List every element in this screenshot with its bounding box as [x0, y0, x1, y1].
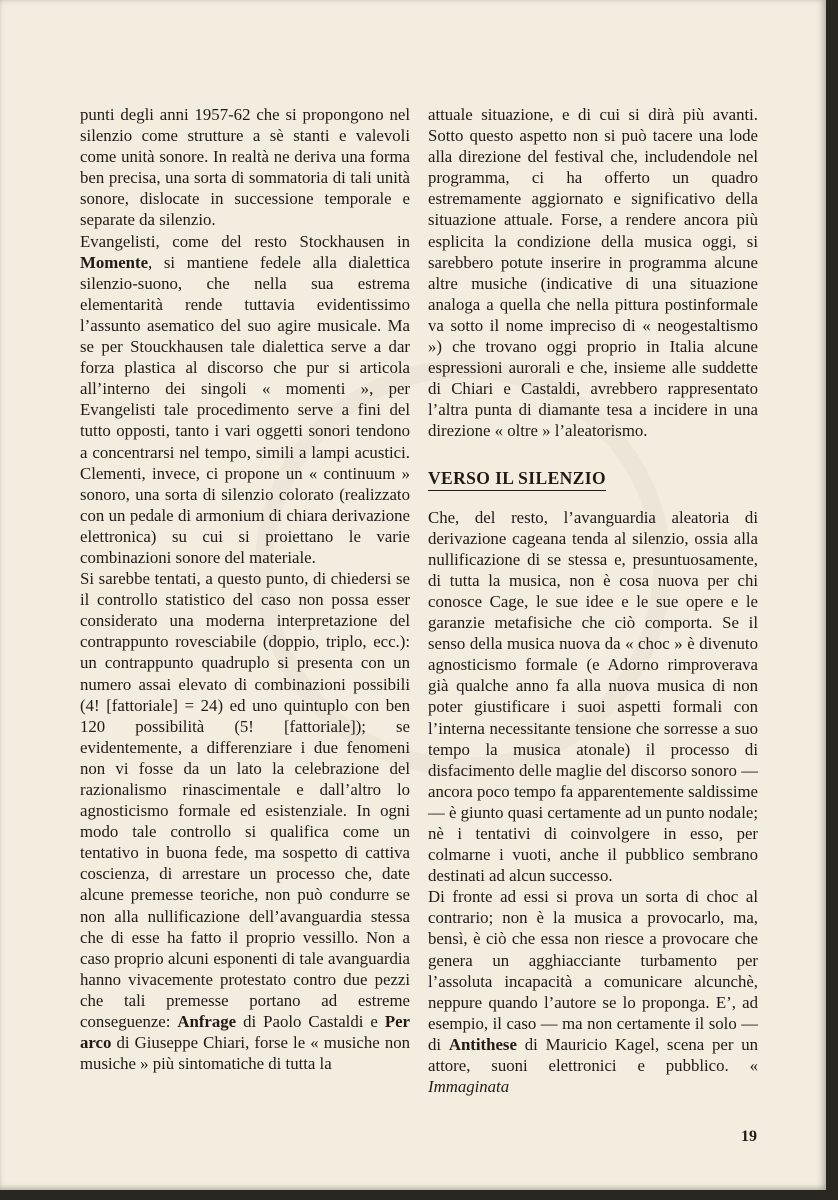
work-title: Per arco — [80, 1012, 410, 1053]
work-title: Momente — [80, 252, 149, 272]
paragraph: attuale situazione, e di cui si dirà più avanti. Sotto questo aspetto non si può tacere una lode alla direzione del festival che, includendole nel programma, ci ha offerto un quadro estremamente aggiornato e significativo della situazione attuale. Forse, a rendere ancora più esplicita la condizione della musica oggi, si sarebbero potute inserire in programma alcune altre musiche (indicative di una situazione analoga a quella che nella pittura postinformale va sotto il nome impreciso di « neogestaltismo ») che trovano oggi proprio in Italia alcune espressioni aurorali e che, insieme alle suddette di Chiari e Castaldi, avrebbero rappresentato l’altra punta di diamante tesa a incidere in una direzione « oltre » l’aleatorismo. — [428, 105, 758, 441]
text: di Mauricio Kagel, scena per un attore, suoni elettronici e pubblico. « — [428, 1034, 759, 1076]
page-number: 19 — [741, 1128, 757, 1145]
left-column — [80, 104, 410, 1074]
text: , si mantiene fedele alla dialettica silenzio-suono, che nella sua estrema elementarità rende tuttavia evidentissimo l’assunto asematico del suo agire musicale. Ma se per Stouckhausen tale dialettica serve a dar forza plastica al discorso che pur si articola all’interno dei singoli « momenti », per Evangelisti tale procedimento serve a fini del tutto opposti, tanto i vari oggetti sonori tendono a concentrarsi nel tempo, simili a lampi acustici. Clementi, invece, ci propone un « continuum » sonoro, una sorta di silenzio colorato (realizzato con un pedale di armonium di chiara derivazione elettronica) su cui si proiettano le varie combinazioni sonore del materiale. — [80, 252, 410, 567]
paragraph: Che, del resto, l’avanguardia aleatoria di derivazione cageana tenda al silenzio, ossia alla nullificazione di se stessa e, presuntuosamente, di tutta la musica, non è cosa nuova per chi conosce Cage, le sue idee e le sue opere e le garanzie metafisiche che ciò comporta. Se il senso della musica nuova da « choc » è divenuto agnosticismo formale (e Adorno rimproverava già qualche anno fa alla nuova musica di non poter giustificare i suoi aspetti formali con l’interna necessitante tensione che sorresse a suo tempo la musica atonale) il processo di disfacimento delle maglie del discorso sonoro — ancora poco tempo fa apparentemente saldissime — è giunto quasi certamente ad un punto nodale; nè i tentativi di coinvolgere in esso, per colmarne i vuoti, anche il pubblico sembrano destinati ad alcun successo. — [428, 507, 758, 886]
text: Si sarebbe tentati, a questo punto, di chiedersi se il controllo statistico del caso non possa esser considerato una moderna interpretazione del contrappunto rovesciabile (doppio, triplo, ecc.): un contrappunto quadruplo si presenta con un numero assai elevato di combinazioni possibili (4! [fattoriale] = 24) ed uno quintuplo con ben 120 possibilità (5! [fattoriale]); se evidentemente, a differenziare i due fenomeni non vi fosse da un lato la celebrazione del razionalismo rinascimentale e dall’altro lo agnosticismo formale ed esistenziale. In ogni modo tale controllo si qualifica come un tentativo in buona fede, ma sospetto di cattiva coscienza, di arrestare un processo che, date alcune premesse teoriche, non può condurre se non alla nullificazione dell’avanguardia stessa che di esse ha fatto il proprio vessillo. Non a caso proprio alcuni esponenti di tale avanguardia hanno vivacemente protestato contro due pezzi che tali premesse portano ad estreme conseguenze: — [80, 569, 410, 1032]
text: Evangelisti, come del resto Stockhausen in — [80, 231, 410, 251]
text: di Giuseppe Chiari, forse le « musiche non musiche » più sintomatiche di tutta la — [80, 1033, 410, 1074]
work-title: Anfrage — [177, 1012, 237, 1032]
right-column — [428, 104, 758, 1097]
text: di Paolo Castaldi e — [236, 1012, 385, 1032]
italic-text: Immaginata — [428, 1077, 510, 1097]
section-heading: VERSO IL SILENZIO — [428, 468, 606, 491]
paragraph — [80, 568, 410, 1074]
text: Di fronte ad essi si prova un sorta di choc al contrario; non è la musica a provocarlo, ma, bensì, è ciò che essa non riesce a provocare che genera un agghiacciante turbamento per l’assoluta incapacità a comunicare alcunchè, neppure quando l’autore se lo proponga. E’, ad esempio, il caso — ma non certamente il solo — di — [428, 887, 758, 1054]
paragraph: punti degli anni 1957-62 che si propongono nel silenzio come strutture a sè stanti e valevoli come unità sonore. In realtà ne deriva una forma ben precisa, una sorta di sommatoria di tali unità sonore, dislocate in successione temporale e separate da silenzio. — [80, 105, 410, 230]
paragraph — [80, 231, 410, 569]
paragraph — [428, 886, 758, 1097]
work-title: Antithese — [448, 1034, 517, 1054]
